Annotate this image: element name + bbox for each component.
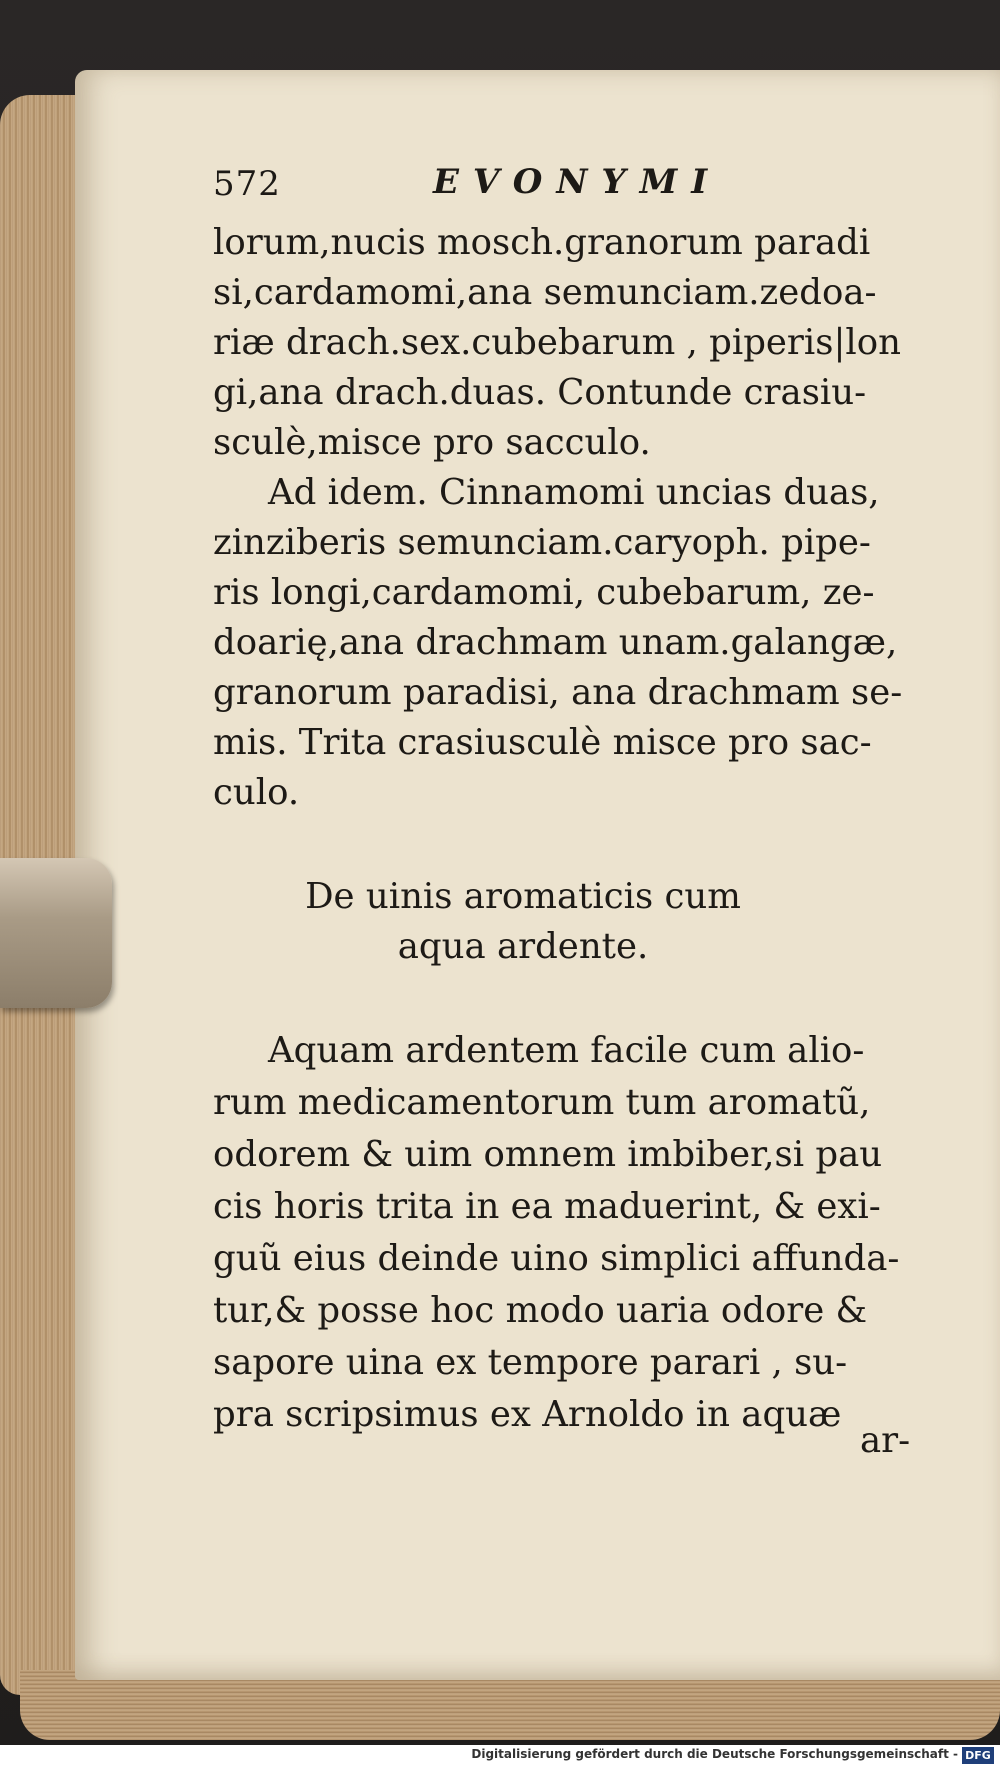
running-head: EVONYMI — [433, 162, 722, 202]
text-line: sculè,misce pro sacculo. — [213, 422, 651, 463]
text-line: zinziberis semunciam.caryoph. pipe- — [213, 522, 871, 563]
dfg-logo: DFG — [962, 1747, 994, 1764]
text-line: riæ drach.sex.cubebarum , piperis|lon — [213, 322, 902, 363]
page-holder-clip — [0, 858, 112, 1008]
text-line: granorum paradisi, ana drachmam se- — [213, 672, 903, 713]
text-line: odorem & uim omnem imbiber,si pau — [213, 1134, 883, 1175]
text-line: mis. Trita crasiusculè misce pro sac- — [213, 722, 872, 763]
text-line: gi,ana drach.duas. Contunde crasiu- — [213, 372, 867, 413]
funding-credit: Digitalisierung gefördert durch die Deutsche Forschungsgemeinschaft - — [471, 1747, 958, 1761]
text-line: Aquam ardentem facile cum alio- — [268, 1030, 865, 1071]
text-line: Ad idem. Cinnamomi uncias duas, — [268, 472, 880, 513]
page-number: 572 — [213, 164, 281, 204]
catchword: ar- — [860, 1420, 911, 1461]
text-line: cis horis trita in ea maduerint, & exi- — [213, 1186, 881, 1227]
page-header — [213, 160, 733, 220]
paragraph-1 — [213, 218, 928, 818]
section-heading — [213, 872, 833, 972]
text-line: rum medicamentorum tum aromatũ, — [213, 1082, 871, 1123]
paragraph-3 — [213, 1025, 928, 1441]
text-line: doarię,ana drachmam unam.galangæ, — [213, 622, 898, 663]
text-line: lorum,nucis mosch.granorum paradi — [213, 222, 871, 263]
text-line: tur,& posse hoc modo uaria odore & — [213, 1290, 868, 1331]
heading-line: De uinis aromaticis cum — [305, 876, 741, 917]
text-line: pra scripsimus ex Arnoldo in aquæ — [213, 1394, 842, 1435]
digitization-footer — [0, 1745, 1000, 1767]
text-line: sapore uina ex tempore parari , su- — [213, 1342, 848, 1383]
text-line: culo. — [213, 772, 300, 813]
heading-line: aqua ardente. — [397, 926, 649, 967]
book-bottom-edge — [20, 1670, 1000, 1740]
text-line: guũ eius deinde uino simplici affunda- — [213, 1238, 900, 1279]
text-line: si,cardamomi,ana semunciam.zedoa- — [213, 272, 877, 313]
text-line: ris longi,cardamomi, cubebarum, ze- — [213, 572, 875, 613]
